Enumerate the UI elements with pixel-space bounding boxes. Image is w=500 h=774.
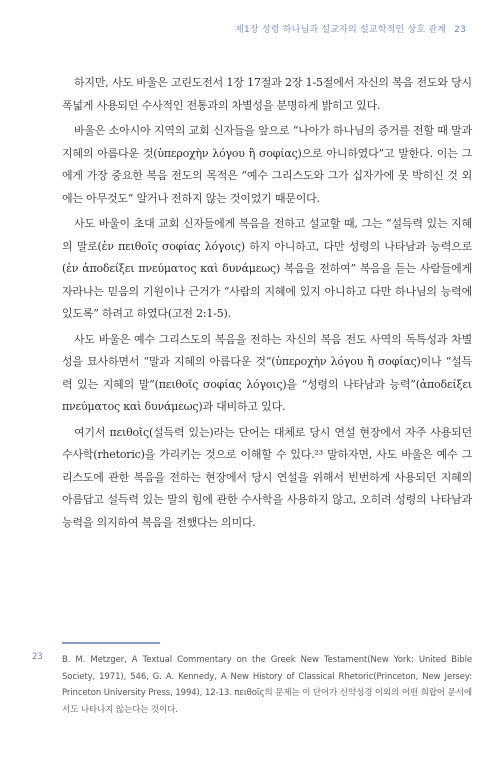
running-header xyxy=(235,22,466,35)
paragraph: 바울은 소아시아 지역의 교회 신자들을 앞으로 “나아가 하나님의 증거를 전할 때 말과 지혜의 아름다운 것(ὑπεροχὴν λόγου ἢ σοφίας)으로 아니하였다”고 말한다. 이는 그에게 가장 중요한 복음 전도의 목적은 “예수 그리스도와 그가 십자가에 못 박히신 것 외에는 아무것도” 알거나 전하지 않는 것이었기 때문이다. xyxy=(62,124,472,205)
chapter-title: 제1장 성령 하나님과 설교자의 설교학적인 상호 관계 xyxy=(235,25,447,35)
footnote xyxy=(32,652,472,718)
page-number: 23 xyxy=(454,25,466,35)
paragraph: 하지만, 사도 바울은 고린도전서 1장 17절과 2장 1-5절에서 자신의 복음 전도와 당시 폭넓게 사용되던 수사적인 전통과의 차별성을 분명하게 밝히고 있다. xyxy=(62,76,472,112)
paragraph: 사도 바울은 예수 그리스도의 복음을 전하는 자신의 복음 전도 사역의 독특성과 차별성을 묘사하면서 “말과 지혜의 아름다운 것”(ὑπεροχὴν λόγου ἢ σοφίας)이나 “설득력 있는 지혜의 말”(πειθοῖς σοφίας λόγοις)을 “성령의 나타남과 능력”(ἀποδείξει πνεύματος καὶ δυνάμεως)과 대비하고 있다. xyxy=(62,332,472,413)
footnote-divider xyxy=(62,642,160,644)
footnote-text: B. M. Metzger, A Textual Commentary on the Greek New Testament(New York: United Bible Society, 1971), 546, G. A. Kennedy, A New History of Classical Rhetoric(Princeton, New Jersey: Princeton University Press, 1994), 12-13. πειθοῖς의 문제는 이 단어가 신약성경 이외의 어떤 희랍어 문서에서도 나타나지 않는다는 것이다. xyxy=(62,655,472,715)
footnote-number: 23 xyxy=(32,652,43,662)
paragraph: 여기서 πειθοῖς(설득력 있는)라는 단어는 대체로 당시 연설 현장에서 자주 사용되던 수사학(rhetoric)을 가리키는 것으로 이해할 수 있다.²³ 말하자면, 사도 바울은 예수 그리스도에 관한 복음을 전하는 현장에서 당시 연설을 위해서 빈번하게 사용되던 지혜의 아름답고 설득력 있는 말의 힘에 관한 수사학을 사용하지 않고, 오히려 성령의 나타남과 능력을 의지하여 복음을 전했다는 의미다. xyxy=(62,425,472,529)
paragraph: 사도 바울이 초대 교회 신자들에게 복음을 전하고 설교할 때, 그는 “설득력 있는 지혜의 말로(ἐν πειθοῖς σοφίας λόγοις) 하지 아니하고, 다만 성령의 나타남과 능력으로(ἐν ἀποδείξει πνεύματος καὶ δυνάμεως) 복음을 전하여” 복음을 듣는 사람들에게 자라나는 믿음의 기원이나 근거가 “사람의 지혜에 있지 아니하고 다만 하나님의 능력에 있도록” 하려고 하였다(고전 2:1-5). xyxy=(62,217,472,320)
main-text xyxy=(62,72,472,537)
